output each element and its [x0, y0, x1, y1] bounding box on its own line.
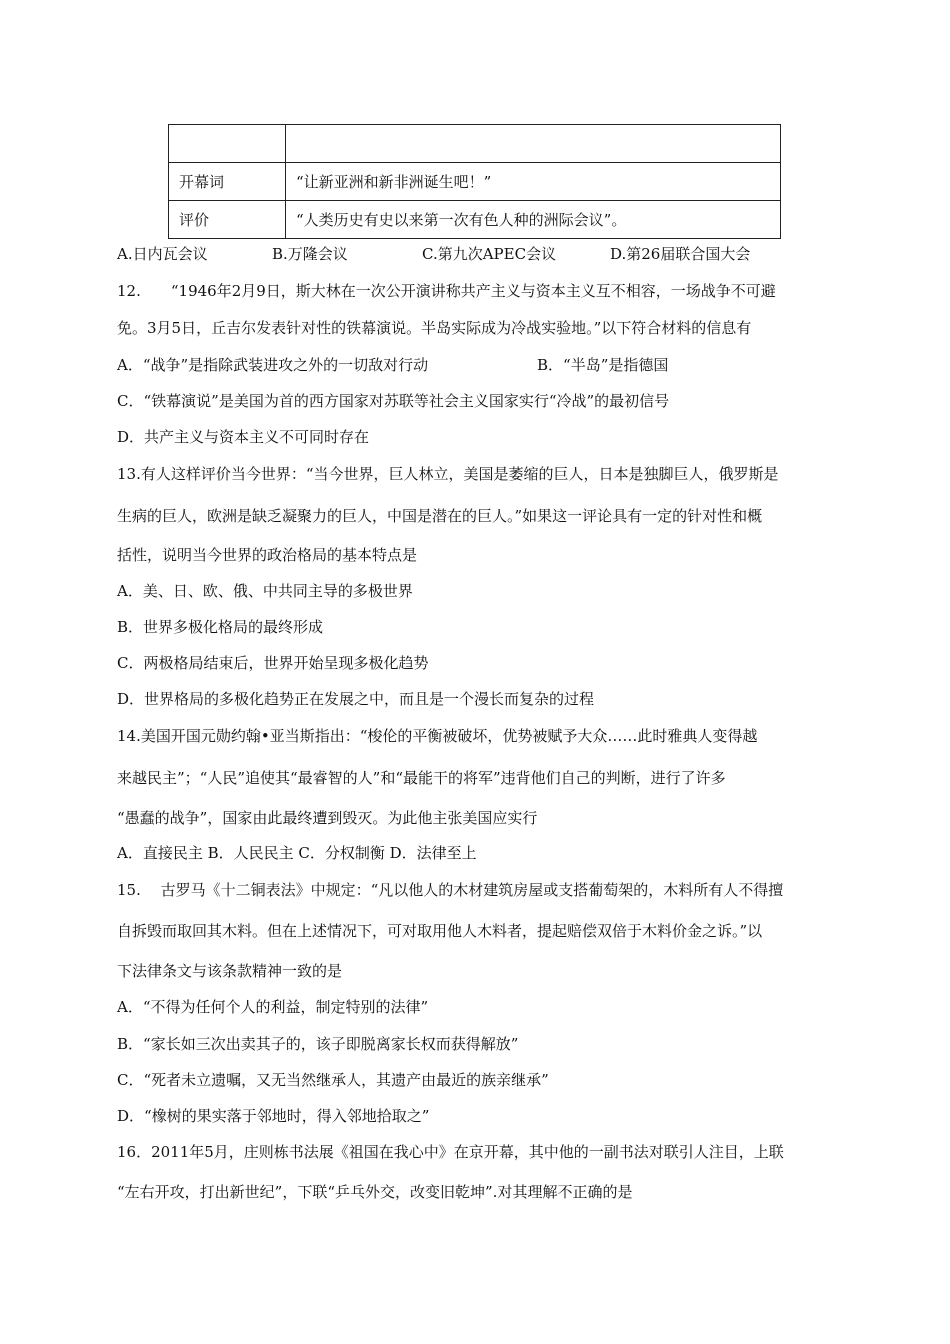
- q12-option-b: B．“半岛”是指德国: [537, 356, 669, 374]
- table-value-cell: [286, 125, 781, 163]
- q13-option-b: B．世界多极化格局的最终形成: [117, 618, 324, 636]
- q12-option-c: C．“铁幕演说”是美国为首的西方国家对苏联等社会主义国家实行“冷战”的最初信号: [117, 392, 670, 410]
- table-row: [169, 201, 781, 239]
- q11-option-b: B.万隆会议: [272, 245, 348, 263]
- q16-stem-line: 16．2011年5月，庄则栋书法展《祖国在我心中》在京开幕，其中他的一副书法对联引人注目，上联: [117, 1143, 784, 1161]
- q12-options: [117, 355, 668, 375]
- q15-option-c: C．“死者未立遗嘱，又无当然继承人，其遗产由最近的族亲继承”: [117, 1071, 549, 1089]
- q14-options: A．直接民主 B．人民民主 C．分权制衡 D．法律至上: [117, 844, 477, 862]
- q13-option-c: C．两极格局结束后，世界开始呈现多极化趋势: [117, 654, 429, 672]
- q15-option-d: D．“橡树的果实落于邻地时，得入邻地拾取之”: [117, 1107, 430, 1125]
- table-row: [169, 125, 781, 163]
- q15-stem-line: 15. 古罗马《十二铜表法》中规定：“凡以他人的木材建筑房屋或支搭葡萄架的，木料所有人不得擅: [117, 881, 784, 899]
- table-label-cell: [169, 125, 286, 163]
- q12-stem-line: 免。3月5日，丘吉尔发表针对性的铁幕演说。半岛实际成为冷战实验地。”以下符合材料的信息有: [117, 319, 752, 337]
- q14-stem-line: 14.美国开国元勋约翰•亚当斯指出：“梭伦的平衡被破坏，优势被赋予大众……此时雅典人变得越: [117, 727, 758, 745]
- q15-option-a: A．“不得为任何个人的利益，制定特别的法律”: [117, 998, 429, 1016]
- q15-option-b: B．“家长如三次出卖其子的，该子即脱离家长权而获得解放”: [117, 1035, 519, 1053]
- q13-option-d: D．世界格局的多极化趋势正在发展之中，而且是一个漫长而复杂的过程: [117, 690, 595, 708]
- q13-stem-line: 括性，说明当今世界的政治格局的基本特点是: [117, 546, 418, 564]
- q11-option-d: D.第26届联合国大会: [610, 245, 751, 263]
- q13-option-a: A．美、日、欧、俄、中共同主导的多极世界: [117, 582, 413, 600]
- q13-stem-line: 13.有人这样评价当今世界：“当今世界，巨人林立，美国是萎缩的巨人，日本是独脚巨人，俄罗斯是: [117, 465, 779, 483]
- q12-option-d: D．共产主义与资本主义不可同时存在: [117, 428, 370, 446]
- q12-option-a: A．“战争”是指除武装进攻之外的一切敌对行动: [117, 356, 429, 374]
- q14-stem-line: “愚蠢的战争”，国家由此最终遭到毁灭。为此他主张美国应实行: [117, 809, 538, 827]
- q11-option-a: A.日内瓦会议: [117, 245, 208, 263]
- info-table: [168, 124, 781, 239]
- q13-stem-line: 生病的巨人，欧洲是缺乏凝聚力的巨人，中国是潜在的巨人。”如果这一评论具有一定的针对性和概: [117, 507, 763, 525]
- table-row: [169, 163, 781, 201]
- q14-stem-line: 来越民主”；“人民”追使其“最睿智的人”和“最能干的将军”违背他们自己的判断，进行了许多: [117, 769, 726, 787]
- q15-stem-line: 自拆毁而取回其木料。但在上述情况下，可对取用他人木料者，提起赔偿双倍于木料价金之诉。”以: [117, 922, 763, 940]
- table-value-cell: “让新亚洲和新非洲诞生吧！”: [286, 163, 781, 201]
- q16-stem-line: “左右开攻，打出新世纪”，下联“乒乓外交，改变旧乾坤”.对其理解不正确的是: [117, 1183, 633, 1201]
- q11-options: [117, 244, 750, 264]
- q11-option-c: C.第九次APEC会议: [422, 245, 557, 263]
- table-label-cell: 开幕词: [169, 163, 286, 201]
- q12-stem-line: 12. “1946年2月9日，斯大林在一次公开演讲称共产主义与资本主义互不相容，一场战争不可避: [117, 282, 776, 300]
- table-value-cell: “人类历史有史以来第一次有色人种的洲际会议”。: [286, 201, 781, 239]
- q15-stem-line: 下法律条文与该条款精神一致的是: [117, 962, 343, 980]
- table-label-cell: 评价: [169, 201, 286, 239]
